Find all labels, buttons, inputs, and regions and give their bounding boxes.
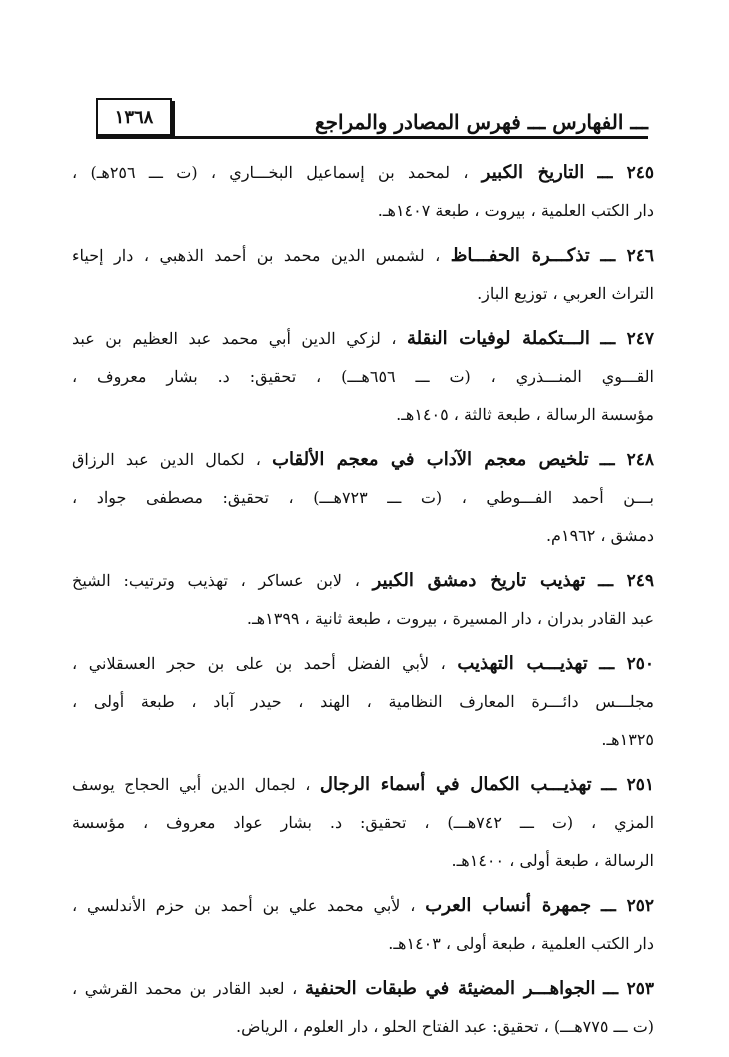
- entry-line: دار الكتب العلمية ، بيروت ، طبعة ١٤٠٧هـ.: [377, 201, 654, 220]
- entry-text: ، لكمال الدين عبد الرزاق: [72, 450, 261, 469]
- entry-line: ١٣٢٥هـ.: [601, 730, 654, 749]
- list-item: [72, 320, 654, 434]
- entry-title: التاريخ الكبير: [481, 162, 585, 183]
- entry-title: جمهرة أنساب العرب: [425, 895, 592, 916]
- header-rule: [96, 136, 648, 139]
- entry-number: ٢٤٨ ـــ: [599, 450, 654, 470]
- entry-first-line: [72, 154, 654, 192]
- entry-line: دار الكتب العلمية ، طبعة أولى ، ١٤٠٣هـ.: [388, 934, 654, 953]
- entry-first-line: [72, 970, 654, 1008]
- list-item: [72, 237, 654, 313]
- entry-number: ٢٤٧ ـــ: [600, 329, 654, 349]
- entry-number: ٢٥١ ـــ: [601, 775, 654, 795]
- entry-text: ، لشمس الدين محمد بن أحمد الذهبي ، دار إحياء: [72, 246, 441, 265]
- list-item: [72, 441, 654, 555]
- list-item: [72, 154, 654, 230]
- entry-number: ٢٤٥ ـــ: [597, 163, 654, 183]
- entry-title: تلخيص معجم الآداب في معجم الألقاب: [272, 449, 589, 470]
- entry-title: تذكـــرة الحفـــاظ: [450, 245, 590, 266]
- entry-first-line: [72, 320, 654, 358]
- list-item: [72, 970, 654, 1046]
- entry-number: ٢٥٢ ـــ: [600, 896, 654, 916]
- entry-line: (ت ـــ ٧٧٥هـــ) ، تحقيق: عبد الفتاح الحلو ، دار العلوم ، الرياض.: [236, 1017, 654, 1036]
- page-number: ١٣٦٨: [96, 98, 172, 136]
- entry-text: ، لعبد القادر بن محمد القرشي ،: [72, 979, 298, 998]
- entry-text: ، لجمال الدين أبي الحجاج يوسف: [72, 775, 311, 794]
- list-item: [72, 562, 654, 638]
- entry-text: ، لزكي الدين أبي محمد عبد العظيم بن عبد: [72, 329, 397, 348]
- entry-line: الرسالة ، طبعة أولى ، ١٤٠٠هـ.: [451, 851, 654, 870]
- entry-line: دمشق ، ١٩٦٢م.: [545, 526, 654, 545]
- entry-title: الجواهـــر المضيئة في طبقات الحنفية: [304, 978, 596, 999]
- entry-title: تهذيب تاريخ دمشق الكبير: [372, 570, 586, 591]
- entry-first-line: [72, 562, 654, 600]
- entry-line: عبد القادر بدران ، دار المسيرة ، بيروت ، طبعة ثانية ، ١٣٩٩هـ.: [246, 609, 654, 628]
- entry-line: بـــن أحمد الفـــوطي ، (ت ـــ ٧٢٣هـــ) ، تحقيق: مصطفى جواد ،: [72, 488, 654, 507]
- entry-number: ٢٤٩ ـــ: [598, 571, 654, 591]
- entry-line: القـــوي المنـــذري ، (ت ـــ ٦٥٦هـــ) ، تحقيق: د. بشار معروف ،: [72, 367, 654, 386]
- list-item: [72, 645, 654, 759]
- entry-first-line: [72, 766, 654, 804]
- entry-text: ، لأبي الفضل أحمد بن على بن حجر العسقلاني ،: [72, 654, 446, 673]
- bibliography-list: [72, 154, 654, 1053]
- entry-title: تهذيـــب الكمال في أسماء الرجال: [319, 774, 592, 795]
- entry-first-line: [72, 237, 654, 275]
- entry-number: ٢٤٦ ـــ: [600, 246, 654, 266]
- list-item: [72, 887, 654, 963]
- entry-text: ، لابن عساكر ، تهذيب وترتيب: الشيخ: [72, 571, 360, 590]
- entry-first-line: [72, 887, 654, 925]
- entry-title: الـــتكملة لوفيات النقلة: [406, 328, 590, 349]
- entry-number: ٢٥٠ ـــ: [599, 654, 654, 674]
- entry-line: المزي ، (ت ـــ ٧٤٢هـــ) ، تحقيق: د. بشار عواد معروف ، مؤسسة: [72, 813, 654, 832]
- header-title: ـــ الفهارس ـــ فهرس المصادر والمراجع: [314, 110, 648, 134]
- entry-number: ٢٥٣ ـــ: [603, 979, 654, 999]
- entry-text: ، لأبي محمد علي بن أحمد بن حزم الأندلسي ،: [72, 896, 416, 915]
- entry-first-line: [72, 645, 654, 683]
- list-item: [72, 766, 654, 880]
- entry-first-line: [72, 441, 654, 479]
- entry-title: تهذيـــب التهذيب: [457, 653, 588, 674]
- entry-text: ، لمحمد بن إسماعيل البخـــاري ، (ت ـــ ٢٥٦هـ) ،: [72, 163, 469, 182]
- running-header: [78, 92, 648, 144]
- entry-line: مجلـــس دائـــرة المعارف النظامية ، الهند ، حيدر آباد ، طبعة أولى ،: [72, 692, 654, 711]
- entry-line: التراث العربي ، توزيع الباز.: [477, 284, 654, 303]
- entry-line: مؤسسة الرسالة ، طبعة ثالثة ، ١٤٠٥هـ.: [396, 405, 654, 424]
